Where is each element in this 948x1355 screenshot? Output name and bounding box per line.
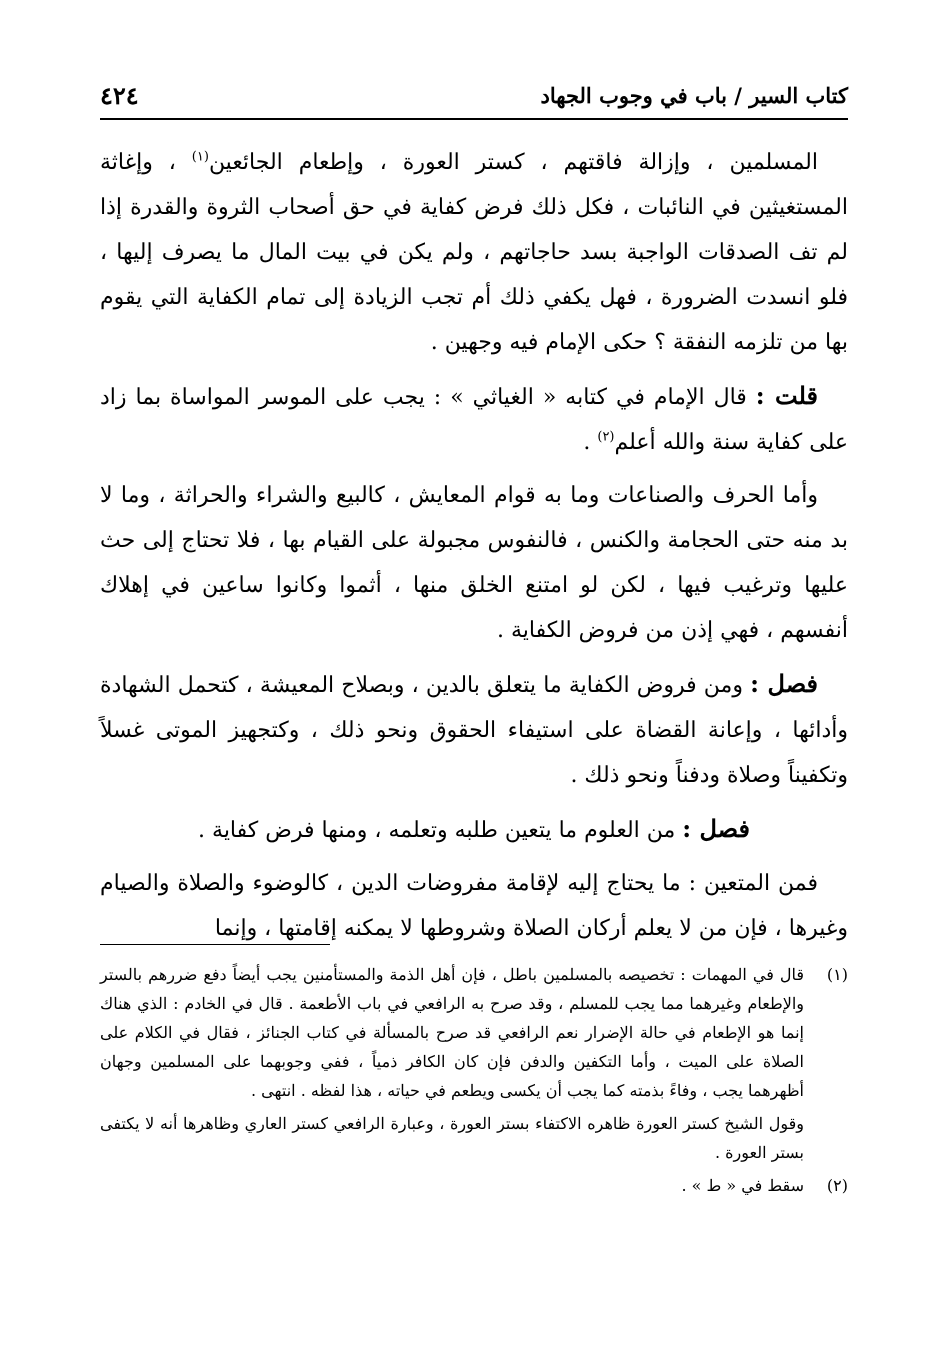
- paragraph-text: .: [583, 430, 598, 455]
- paragraph-text: ومن فروض الكفاية ما يتعلق بالدين ، وبصلاح المعيشة ، كتحمل الشهادة وأدائها ، وإعانة القضاة على استيفاء الحقوق ونحو ذلك ، وكتجهيز الموتى غسلاً وتكفيناً وصلاة ودفناً ونحو ذلك .: [100, 673, 848, 788]
- footnote-text: قال في المهمات : تخصيصه بالمسلمين باطل ، فإن أهل الذمة والمستأمنين يجب أيضاً دفع ضررهم بالستر والإطعام وغيرهما مما يجب للمسلم ، وقد صرح به الرافعي في باب الأطعمة . قال في الخادم : الذي هناك إنما هو الإطعام في حالة الإضرار نعم الرافعي قد صرح بالمسألة في كتاب الجنائز ، فقال في الكلام على الصلاة على الميت ، وأما التكفين والدفن فإن كان الكافر ذمياً ، ففي وجوبهما على المسلمين وجهان أظهرهما يجب ، وفاءً بذمته كما يجب أن يكسى ويطعم في حياته ، هذا لفظه . انتهى .: [100, 965, 804, 1100]
- paragraph: [100, 373, 848, 465]
- paragraph: [100, 661, 848, 798]
- paragraph-text: ، وإغاثة المستغيثين في النائبات ، فكل ذلك فرض كفاية في حق أصحاب الثروة والقدرة إذا لم تف الصدقات الواجبة بسد حاجاتهم ، ولم يكن في بيت المال ما يصرف إليها ، فلو انسدت الضرورة ، فهل يكفي ذلك أم تجب الزيادة إلى تمام الكفاية التي يقوم بها من تلزمه النفقة ؟ حكى الإمام فيه وجهين .: [100, 150, 848, 355]
- footnotes: [100, 960, 848, 1204]
- footnote-ref: (١): [191, 149, 209, 165]
- paragraph-text: المسلمين ، وإزالة فاقتهم ، كستر العورة ، وإطعام الجائعين: [208, 150, 818, 175]
- paragraph-text: قال الإمام في كتابه « الغياثي » : يجب على الموسر المواساة بما زاد على كفاية سنة والله أعلم: [100, 385, 848, 455]
- main-text: [100, 140, 848, 959]
- paragraph-keyword: فصل :: [682, 814, 750, 843]
- footnote-separator: [100, 944, 330, 945]
- page-number: ٤٢٤: [100, 80, 139, 110]
- footnote: [100, 1171, 848, 1200]
- footnote: [100, 1109, 848, 1167]
- footnote-text: سقط في « ط » .: [681, 1176, 804, 1195]
- paragraph: [100, 140, 848, 365]
- running-title: كتاب السير / باب في وجوب الجهاد: [540, 82, 848, 108]
- paragraph: [100, 861, 848, 951]
- footnote-number: (٢): [826, 1176, 848, 1195]
- paragraph: [100, 806, 848, 853]
- footnote: [100, 960, 848, 1105]
- page-header: [100, 72, 848, 120]
- paragraph-text: وأما الحرف والصناعات وما به قوام المعايش ، كالبيع والشراء والحراثة ، وما لا بد منه حتى الحجامة والكنس ، فالنفوس مجبولة على القيام بها ، فلا تحتاج إلى حث عليها وترغيب فيها ، لكن لو امتنع الخلق منها ، أثموا وكانوا ساعين في إهلاك أنفسهم ، فهي إذن من فروض الكفاية .: [100, 483, 848, 643]
- paragraph-keyword: فصل :: [750, 669, 818, 698]
- paragraph: [100, 473, 848, 653]
- footnote-ref: (٢): [597, 429, 615, 445]
- paragraph-keyword: قلت :: [755, 381, 818, 410]
- footnote-text: وقول الشيخ كستر العورة ظاهره الاكتفاء بستر العورة ، وعبارة الرافعي كستر العاري وظاهرها أنه لا يكتفى بستر العورة .: [100, 1114, 804, 1162]
- footnote-number: (١): [826, 965, 848, 984]
- paragraph-text: من العلوم ما يتعين طلبه وتعلمه ، ومنها فرض كفاية .: [198, 818, 683, 843]
- paragraph-text: فمن المتعين : ما يحتاج إليه لإقامة مفروضات الدين ، كالوضوء والصلاة والصيام وغيرها ، فإن من لا يعلم أركان الصلاة وشروطها لا يمكنه إقامتها ، وإنما: [100, 871, 848, 941]
- footnote-number: [804, 1109, 848, 1167]
